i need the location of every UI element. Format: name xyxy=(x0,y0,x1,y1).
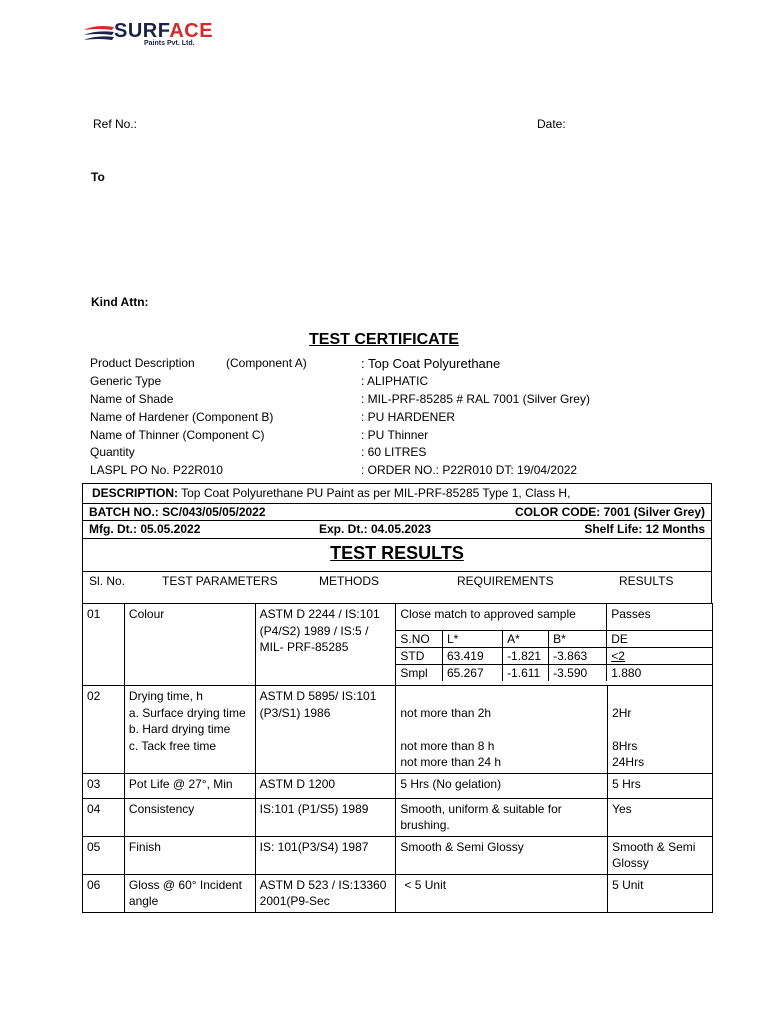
batch-row xyxy=(82,503,712,520)
info-row-generic xyxy=(90,374,690,392)
info-label: Name of Thinner (Component C) xyxy=(90,427,265,442)
row-number: 06 xyxy=(83,874,125,912)
info-row-thinner xyxy=(90,428,690,446)
row-method: IS: 101(P3/S4) 1987 xyxy=(255,836,396,874)
col-sl-no: Sl. No. xyxy=(89,574,126,588)
row-requirement: Smooth & Semi Glossy xyxy=(396,836,608,874)
header-b: B* xyxy=(549,630,607,647)
param-line: a. Surface drying time xyxy=(128,705,246,720)
dates-row xyxy=(82,520,712,538)
date-label: Date: xyxy=(537,117,566,131)
column-header-row xyxy=(82,571,712,603)
std-a: -1.821 xyxy=(503,647,549,664)
smpl-de: 1.880 xyxy=(607,664,712,681)
row-result: 5 Unit xyxy=(608,874,713,912)
smpl-a: -1.611 xyxy=(503,664,549,681)
row-parameter: Pot Life @ 27°, Min xyxy=(124,773,255,798)
table-row xyxy=(83,836,713,874)
header-a: A* xyxy=(503,630,549,647)
row-result: 5 Hrs xyxy=(608,773,713,798)
certificate-title: TEST CERTIFICATE xyxy=(309,331,459,348)
row-method: ASTM D 1200 xyxy=(255,773,396,798)
info-value: : Top Coat Polyurethane xyxy=(361,356,501,371)
company-logo xyxy=(82,22,212,52)
row-parameter: Finish xyxy=(124,836,255,874)
col-test-parameters: TEST PARAMETERS xyxy=(162,574,278,588)
shelf-life: Shelf Life: 12 Months xyxy=(584,522,705,536)
table-row xyxy=(83,874,713,912)
info-row-product xyxy=(90,356,690,374)
info-label: Quantity xyxy=(90,445,135,460)
row-parameter xyxy=(124,686,255,774)
row-result: Yes xyxy=(608,798,713,836)
ref-no-label: Ref No.: xyxy=(93,117,138,131)
result-line: 24Hrs xyxy=(612,755,645,769)
row-method: ASTM D 5895/ IS:101 (P3/S1) 1986 xyxy=(255,686,396,774)
param-line: b. Hard drying time xyxy=(128,722,231,736)
results-title-row xyxy=(82,538,712,571)
row-result: Smooth & Semi Glossy xyxy=(608,836,713,874)
info-value: : ALIPHATIC xyxy=(361,373,429,388)
description-label: DESCRIPTION: xyxy=(92,486,179,500)
colour-requirements-cell xyxy=(396,604,713,686)
result-line: 8Hrs xyxy=(612,738,638,753)
row-parameter: Gloss @ 60° Incident angle xyxy=(124,874,255,912)
col-methods: METHODS xyxy=(319,574,379,588)
product-info xyxy=(90,356,690,481)
col-requirements: REQUIREMENTS xyxy=(457,574,554,588)
smpl-b: -3.590 xyxy=(549,664,607,681)
info-row-hardener xyxy=(90,410,690,428)
row-requirement: < 5 Unit xyxy=(396,874,608,912)
info-value: : 60 LITRES xyxy=(361,445,427,460)
kind-attn-label: Kind Attn: xyxy=(91,295,149,309)
info-value: : MIL-PRF-85285 # RAL 7001 (Silver Grey) xyxy=(361,391,590,406)
row-requirement: Smooth, uniform & suitable for brushing. xyxy=(396,798,608,836)
info-label: Name of Shade xyxy=(90,391,174,406)
row-requirement: 5 Hrs (No gelation) xyxy=(396,773,608,798)
info-sublabel: (Component A) xyxy=(226,356,307,370)
row-number: 01 xyxy=(83,604,125,686)
logo-swoosh-icon xyxy=(82,24,116,46)
info-row-shade xyxy=(90,392,690,410)
info-row-quantity xyxy=(90,445,690,463)
param-line: c. Tack free time xyxy=(128,738,217,753)
row-number: 03 xyxy=(83,773,125,798)
info-label: LASPL PO No. P22R010 xyxy=(90,463,223,478)
table-row xyxy=(83,798,713,836)
header-l: L* xyxy=(442,630,502,647)
colour-result: Passes xyxy=(607,604,712,630)
std-l: 63.419 xyxy=(442,647,502,664)
header-de: DE xyxy=(607,630,712,647)
logo-subtitle: Paints Pvt. Ltd. xyxy=(144,40,195,47)
req-line: not more than 8 h xyxy=(400,738,495,753)
test-results-table xyxy=(82,603,713,913)
info-row-po xyxy=(90,463,690,481)
info-label: Product Description xyxy=(90,356,195,370)
header-sno: S.NO xyxy=(396,630,442,647)
smpl-label: Smpl xyxy=(396,664,442,681)
table-row xyxy=(83,686,713,774)
table-row xyxy=(83,773,713,798)
std-de: <2 xyxy=(607,647,712,664)
info-label: Name of Hardener (Component B) xyxy=(90,409,274,424)
colour-requirement: Close match to approved sample xyxy=(396,604,606,630)
description-text: Top Coat Polyurethane PU Paint as per MIL-PRF-85285 Type 1, Class H, xyxy=(178,486,571,500)
row-number: 05 xyxy=(83,836,125,874)
info-value: : PU HARDENER xyxy=(361,409,456,424)
row-method: IS:101 (P1/S5) 1989 xyxy=(255,798,396,836)
info-label: Generic Type xyxy=(90,373,162,388)
row-requirement xyxy=(396,686,608,774)
mfg-date: Mfg. Dt.: 05.05.2022 xyxy=(89,522,201,536)
results-title: TEST RESULTS xyxy=(330,543,464,563)
logo-wordmark: SURFACE xyxy=(114,20,214,42)
row-parameter: Colour xyxy=(124,604,255,686)
result-line: 2Hr xyxy=(612,705,632,720)
param-line: Drying time, h xyxy=(128,689,203,703)
smpl-l: 65.267 xyxy=(442,664,502,681)
description-row xyxy=(82,483,712,503)
row-method: ASTM D 2244 / IS:101 (P4/S2) 1989 / IS:5 / MIL- PRF-85285 xyxy=(255,604,396,686)
batch-number: BATCH NO.: SC/043/05/05/2022 xyxy=(89,505,266,519)
colour-measurement-table xyxy=(396,604,712,681)
row-result xyxy=(608,686,713,774)
row-method: ASTM D 523 / IS:13360 2001(P9-Sec xyxy=(255,874,396,912)
to-label: To xyxy=(91,170,105,184)
row-number: 02 xyxy=(83,686,125,774)
table-row xyxy=(83,604,713,686)
col-results: RESULTS xyxy=(619,574,674,588)
exp-date: Exp. Dt.: 04.05.2023 xyxy=(319,522,432,536)
row-parameter: Consistency xyxy=(124,798,255,836)
info-value: : ORDER NO.: P22R010 DT: 19/04/2022 xyxy=(361,463,578,478)
req-line: not more than 24 h xyxy=(400,755,502,769)
std-label: STD xyxy=(396,647,442,664)
req-line: not more than 2h xyxy=(400,705,492,720)
color-code: COLOR CODE: 7001 (Silver Grey) xyxy=(514,505,705,519)
info-value: : PU Thinner xyxy=(361,427,429,442)
std-b: -3.863 xyxy=(549,647,607,664)
row-number: 04 xyxy=(83,798,125,836)
